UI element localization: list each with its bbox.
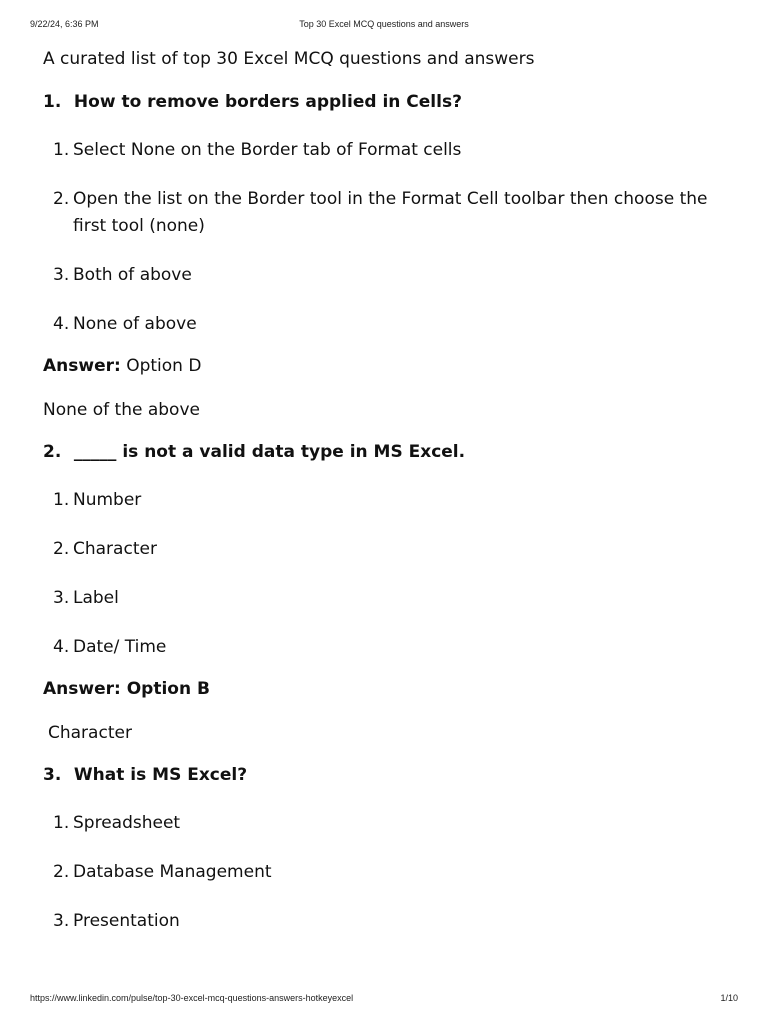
option-text: Number (73, 490, 142, 510)
option-number: 3. (53, 911, 70, 931)
question-text: What is MS Excel? (68, 765, 248, 785)
options-list (43, 487, 743, 661)
option-number: 2. (53, 189, 70, 209)
option-text: Database Management (73, 862, 272, 882)
answer-line: Answer: Option B (43, 679, 210, 699)
option-text: Both of above (73, 265, 192, 285)
option-item (43, 311, 743, 338)
print-datetime: 9/22/24, 6:36 PM (30, 19, 99, 29)
question-text: How to remove borders applied in Cells? (68, 92, 462, 112)
option-text: Label (73, 588, 119, 608)
options-list (43, 810, 743, 935)
option-number: 1. (53, 813, 70, 833)
option-text: None of above (73, 314, 197, 334)
option-number: 3. (53, 265, 70, 285)
option-number: 2. (53, 539, 70, 559)
options-list (43, 137, 743, 338)
option-text: Open the list on the Border tool in the Format Cell toolbar then choose the first tool (none) (73, 189, 708, 236)
option-item (43, 186, 743, 240)
option-item (43, 137, 743, 164)
print-footer (0, 993, 768, 1007)
option-item (43, 859, 743, 886)
option-text: Spreadsheet (73, 813, 181, 833)
article-body (43, 44, 743, 935)
source-url: https://www.linkedin.com/pulse/top-30-excel-mcq-questions-answers-hotkeyexcel (30, 993, 354, 1003)
option-item (43, 810, 743, 837)
option-item (43, 908, 743, 935)
option-number: 2. (53, 862, 70, 882)
option-item (43, 536, 743, 563)
question-heading (43, 760, 743, 790)
print-page-title: Top 30 Excel MCQ questions and answers (299, 19, 469, 29)
question-number: 3. (43, 765, 62, 785)
option-number: 3. (53, 588, 70, 608)
option-text: Presentation (73, 911, 180, 931)
question-number: 1. (43, 92, 62, 112)
option-number: 1. (53, 490, 70, 510)
question-number: 2. (43, 442, 62, 462)
answer-line (43, 353, 743, 380)
option-number: 4. (53, 314, 70, 334)
option-item (43, 634, 743, 661)
option-item (43, 585, 743, 612)
option-item (43, 487, 743, 514)
option-number: 1. (53, 140, 70, 160)
option-item (43, 262, 743, 289)
answer-explanation: Character (48, 723, 132, 743)
page-title: A curated list of top 30 Excel MCQ questions and answers (43, 49, 535, 69)
option-text: Date/ Time (73, 637, 167, 657)
option-text: Select None on the Border tab of Format cells (73, 140, 462, 160)
answer-explanation: None of the above (43, 400, 200, 420)
question-heading (43, 437, 743, 467)
page-counter: 1/10 (720, 993, 738, 1003)
question-heading (43, 87, 743, 117)
option-number: 4. (53, 637, 70, 657)
option-text: Character (73, 539, 157, 559)
answer-label: Answer: (43, 356, 121, 376)
print-header (0, 19, 768, 33)
answer-value: Option D (120, 356, 202, 376)
question-text: _____ is not a valid data type in MS Excel. (68, 442, 466, 462)
